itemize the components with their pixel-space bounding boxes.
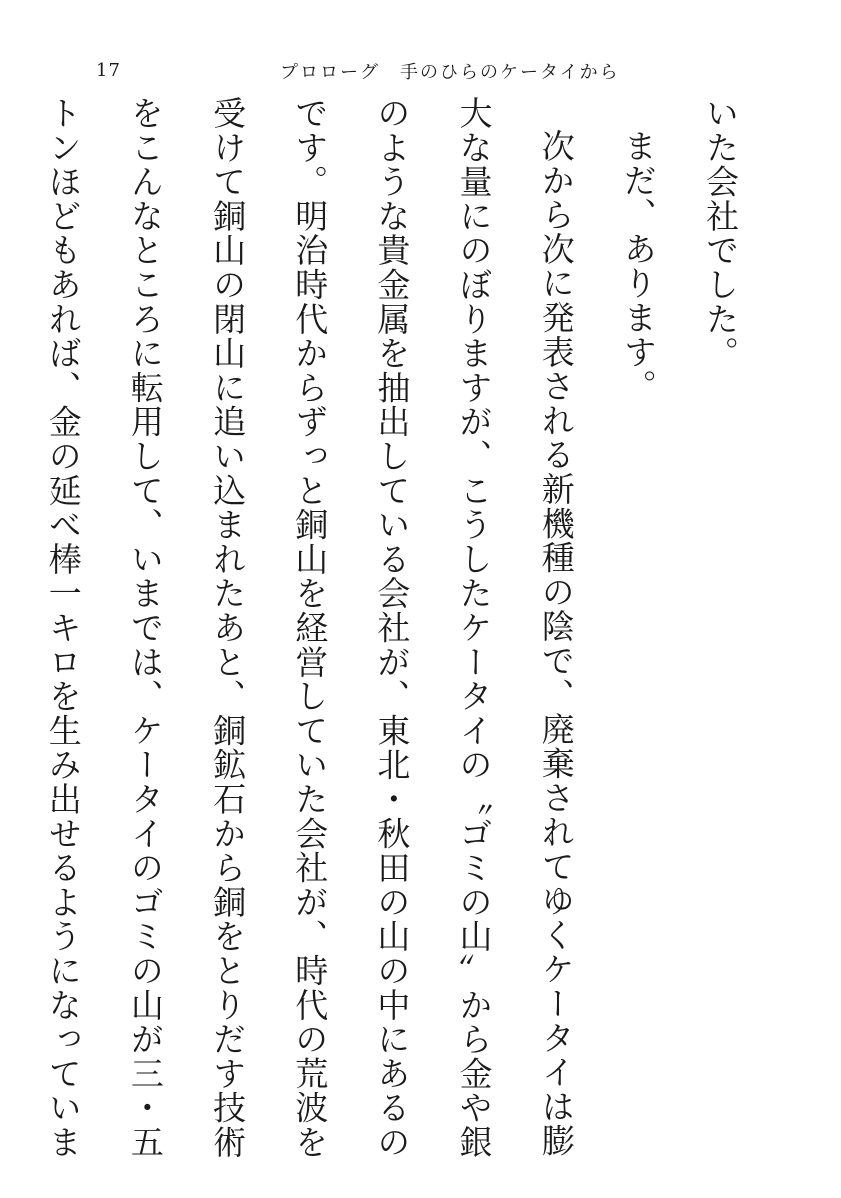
running-header: プロローグ 手のひらのケータイから [280, 62, 620, 83]
paragraph: 次から次に発表される新機種の陰で、廃棄されてゆくケータイは膨大な量にのぼりますが、こうしたケータイの〝ゴミの山〟から金や銀のような貴金属を抽出している会社が、東北・秋田の山の中にあるのです。明治時代からずっと銅山を経営していた会社が、時代の荒波を受けて銅山の閉山に追い込まれたあと、銅鉱石から銅をとりだす技術をこんなところに転用して、いまでは、ケータイのゴミの山が三・五トンほどもあれば、金の延べ棒一キロを生み出せるようになっていま [43, 96, 576, 1160]
page-number: 17 [96, 60, 121, 81]
paragraph: まだ、あります。 [618, 129, 658, 404]
body-text [43, 96, 761, 1166]
paragraph: いた会社でした。 [701, 96, 740, 371]
